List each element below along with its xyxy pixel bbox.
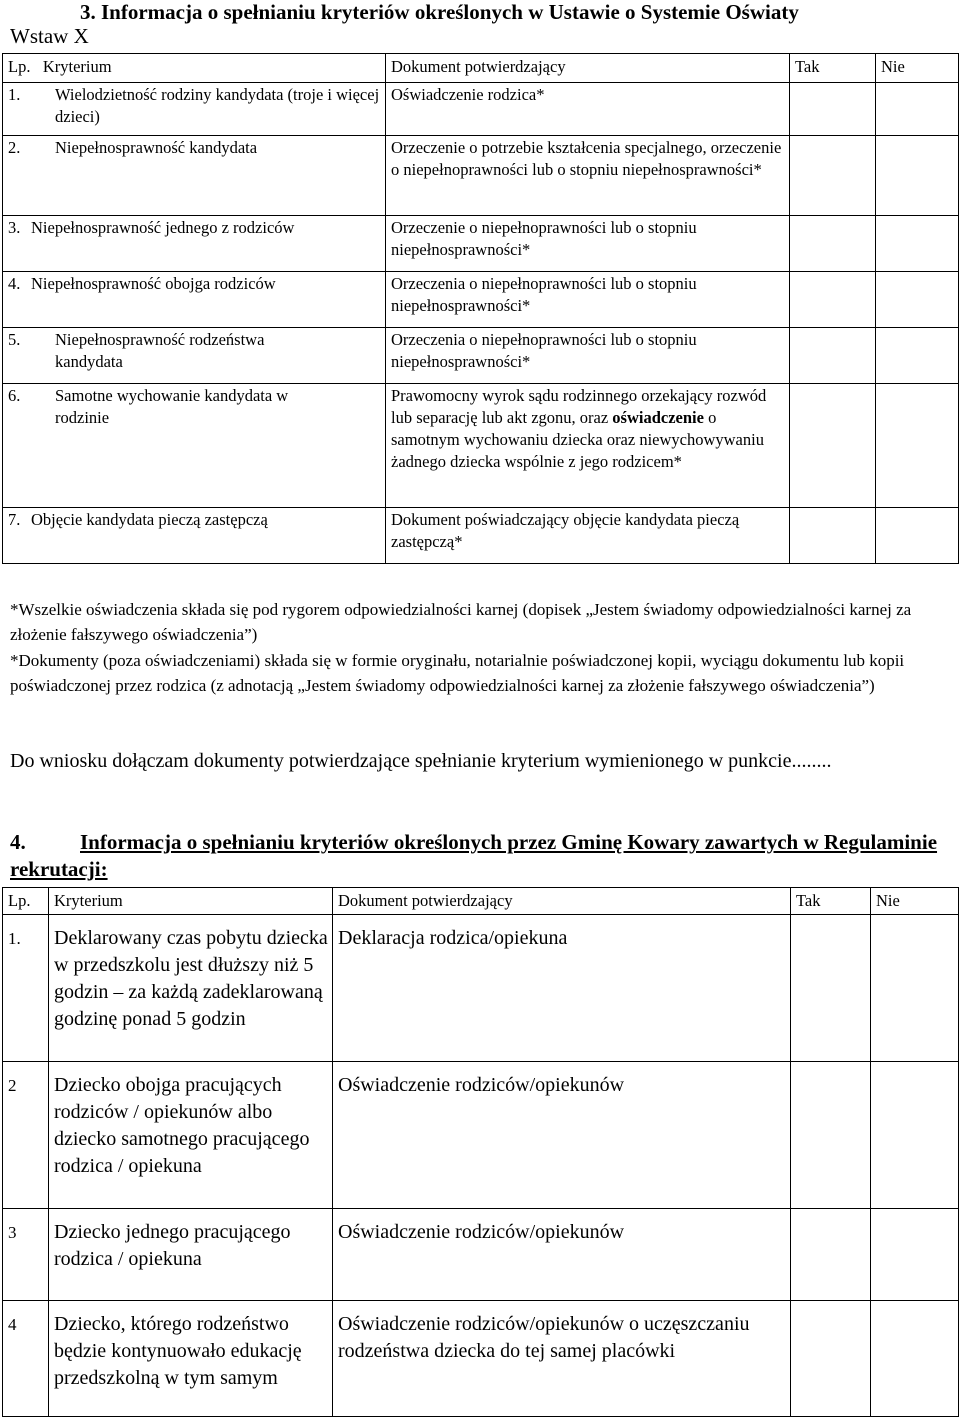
section-3-heading: 3. Informacja o spełnianiu kryteriów określonych w Ustawie o Systemie Oświaty bbox=[80, 0, 799, 24]
table-row bbox=[3, 1301, 959, 1417]
yes-checkbox-cell[interactable] bbox=[791, 915, 871, 1062]
table-row bbox=[3, 915, 959, 1062]
table-row bbox=[3, 1209, 959, 1301]
row-document: Orzeczenie o niepełnoprawności lub o stopniu niepełnosprawności* bbox=[386, 216, 790, 272]
footnote-declarations: *Wszelkie oświadczenia składa się pod rygorem odpowiedzialności karnej (dopisek „Jestem świadomy odpowiedzialności karnej za złożenie fałszywego oświadczenia”) bbox=[10, 600, 912, 645]
no-checkbox-cell[interactable] bbox=[871, 1062, 959, 1209]
yes-checkbox-cell[interactable] bbox=[790, 136, 876, 216]
row-document: Oświadczenie rodzica* bbox=[386, 83, 790, 136]
row-document: Orzeczenie o potrzebie kształcenia specjalnego, orzeczenie o niepełnoprawności lub o stopniu niepełnosprawności* bbox=[386, 136, 790, 216]
table-row bbox=[3, 83, 959, 136]
footnotes bbox=[10, 597, 955, 698]
criteria-table-statutory bbox=[2, 53, 959, 564]
table-row bbox=[3, 384, 959, 508]
row-document: Oświadczenie rodziców/opiekunów bbox=[333, 1062, 791, 1209]
footnote-documents: *Dokumenty (poza oświadczeniami) składa się w formie oryginału, notarialnie poświadczonej kopii, wyciągu dokumentu lub kopii poświadczonej przez rodzica (z adnotacją „Jestem świadomy odpowiedzialności karnej za złożenie fałszywego oświadczenia”) bbox=[10, 650, 905, 695]
table-row bbox=[3, 328, 959, 384]
row-document: Oświadczenie rodziców/opiekunów bbox=[333, 1209, 791, 1301]
yes-checkbox-cell[interactable] bbox=[790, 508, 876, 564]
row-lp: 3. bbox=[8, 218, 21, 237]
table-header-row bbox=[3, 888, 959, 915]
row-document: Deklaracja rodzica/opiekuna bbox=[333, 915, 791, 1062]
row-criterion: Dziecko obojga pracujących rodziców / opiekunów albo dziecko samotnego pracującego rodzica / opiekuna bbox=[49, 1062, 333, 1209]
no-checkbox-cell[interactable] bbox=[871, 1209, 959, 1301]
no-checkbox-cell[interactable] bbox=[871, 915, 959, 1062]
row-criterion: Dziecko jednego pracującego rodzica / opiekuna bbox=[49, 1209, 333, 1301]
section-4-heading bbox=[10, 829, 955, 883]
attachments-statement: Do wniosku dołączam dokumenty potwierdzające spełnianie kryterium wymienionego w punkcie........ bbox=[10, 750, 832, 772]
no-checkbox-cell[interactable] bbox=[876, 384, 959, 508]
no-checkbox-cell[interactable] bbox=[876, 328, 959, 384]
header-lp: Lp. bbox=[3, 888, 49, 915]
yes-checkbox-cell[interactable] bbox=[790, 328, 876, 384]
header-lp: Lp. bbox=[8, 57, 31, 76]
header-document: Dokument potwierdzający bbox=[333, 888, 791, 915]
yes-checkbox-cell[interactable] bbox=[790, 384, 876, 508]
row-criterion: Niepełnosprawność obojga rodziców bbox=[31, 274, 276, 293]
row-lp: 4 bbox=[8, 1315, 17, 1334]
no-checkbox-cell[interactable] bbox=[876, 216, 959, 272]
table-header-row bbox=[3, 54, 959, 83]
row-document: Orzeczenia o niepełnoprawności lub o stopniu niepełnosprawności* bbox=[386, 328, 790, 384]
yes-checkbox-cell[interactable] bbox=[791, 1062, 871, 1209]
yes-checkbox-cell[interactable] bbox=[790, 216, 876, 272]
table-row bbox=[3, 136, 959, 216]
row-lp: 1. bbox=[8, 85, 21, 104]
yes-checkbox-cell[interactable] bbox=[791, 1301, 871, 1417]
no-checkbox-cell[interactable] bbox=[876, 136, 959, 216]
section-4-number: 4. bbox=[10, 830, 26, 854]
yes-checkbox-cell[interactable] bbox=[791, 1209, 871, 1301]
row-criterion: Niepełnosprawność jednego z rodziców bbox=[31, 218, 295, 237]
no-checkbox-cell[interactable] bbox=[876, 508, 959, 564]
table-row bbox=[3, 1062, 959, 1209]
yes-checkbox-cell[interactable] bbox=[790, 272, 876, 328]
no-checkbox-cell[interactable] bbox=[871, 1301, 959, 1417]
yes-checkbox-cell[interactable] bbox=[790, 83, 876, 136]
row-lp: 6. bbox=[8, 386, 21, 405]
row-lp: 3 bbox=[8, 1223, 17, 1242]
row-document: Orzeczenia o niepełnoprawności lub o stopniu niepełnosprawności* bbox=[386, 272, 790, 328]
row-lp: 2 bbox=[8, 1076, 17, 1095]
bold-declaration-word: oświadczenie bbox=[612, 408, 704, 427]
row-criterion: Niepełnosprawność kandydata bbox=[55, 138, 258, 157]
row-lp: 4. bbox=[8, 274, 21, 293]
row-lp: 1. bbox=[8, 929, 21, 948]
header-criterion: Kryterium bbox=[42, 57, 112, 76]
criteria-table-municipal bbox=[2, 887, 959, 1417]
row-criterion: Deklarowany czas pobytu dziecka w przedszkolu jest dłuższy niż 5 godzin – za każdą zadeklarowaną godzinę ponad 5 godzin bbox=[49, 915, 333, 1062]
table-row bbox=[3, 508, 959, 564]
header-no: Nie bbox=[871, 888, 959, 915]
row-lp: 5. bbox=[8, 330, 21, 349]
section-4-title: Informacja o spełnianiu kryteriów określonych przez Gminę Kowary zawartych w Regulaminie rekrutacji: bbox=[10, 830, 938, 881]
header-yes: Tak bbox=[791, 888, 871, 915]
row-lp: 2. bbox=[8, 138, 21, 157]
row-criterion: Niepełnosprawność rodzeństwa kandydata bbox=[55, 330, 265, 371]
no-checkbox-cell[interactable] bbox=[876, 272, 959, 328]
row-criterion: Wielodzietność rodziny kandydata (troje i więcej dzieci) bbox=[55, 85, 380, 126]
header-no: Nie bbox=[876, 54, 959, 83]
insert-x-instruction: Wstaw X bbox=[10, 24, 89, 48]
row-document: Oświadczenie rodziców/opiekunów o uczęszczaniu rodzeństwa dziecka do tej samej placówki bbox=[333, 1301, 791, 1417]
row-document: Prawomocny wyrok sądu rodzinnego orzekający rozwód lub separację lub akt zgonu, oraz oświadczenie o samotnym wychowaniu dziecka oraz niewychowywaniu żadnego dziecka wspólnie z jego rodzicem* bbox=[386, 384, 790, 508]
table-row bbox=[3, 272, 959, 328]
no-checkbox-cell[interactable] bbox=[876, 83, 959, 136]
row-criterion: Objęcie kandydata pieczą zastępczą bbox=[31, 510, 268, 529]
header-lp-criterion bbox=[3, 54, 386, 83]
table-row bbox=[3, 216, 959, 272]
header-criterion: Kryterium bbox=[49, 888, 333, 915]
row-criterion: Samotne wychowanie kandydata w rodzinie bbox=[55, 386, 289, 427]
row-criterion: Dziecko, którego rodzeństwo będzie kontynuowało edukację przedszkolną w tym samym bbox=[49, 1301, 333, 1417]
header-document: Dokument potwierdzający bbox=[386, 54, 790, 83]
row-document: Dokument poświadczający objęcie kandydata pieczą zastępczą* bbox=[386, 508, 790, 564]
header-yes: Tak bbox=[790, 54, 876, 83]
row-lp: 7. bbox=[8, 510, 21, 529]
